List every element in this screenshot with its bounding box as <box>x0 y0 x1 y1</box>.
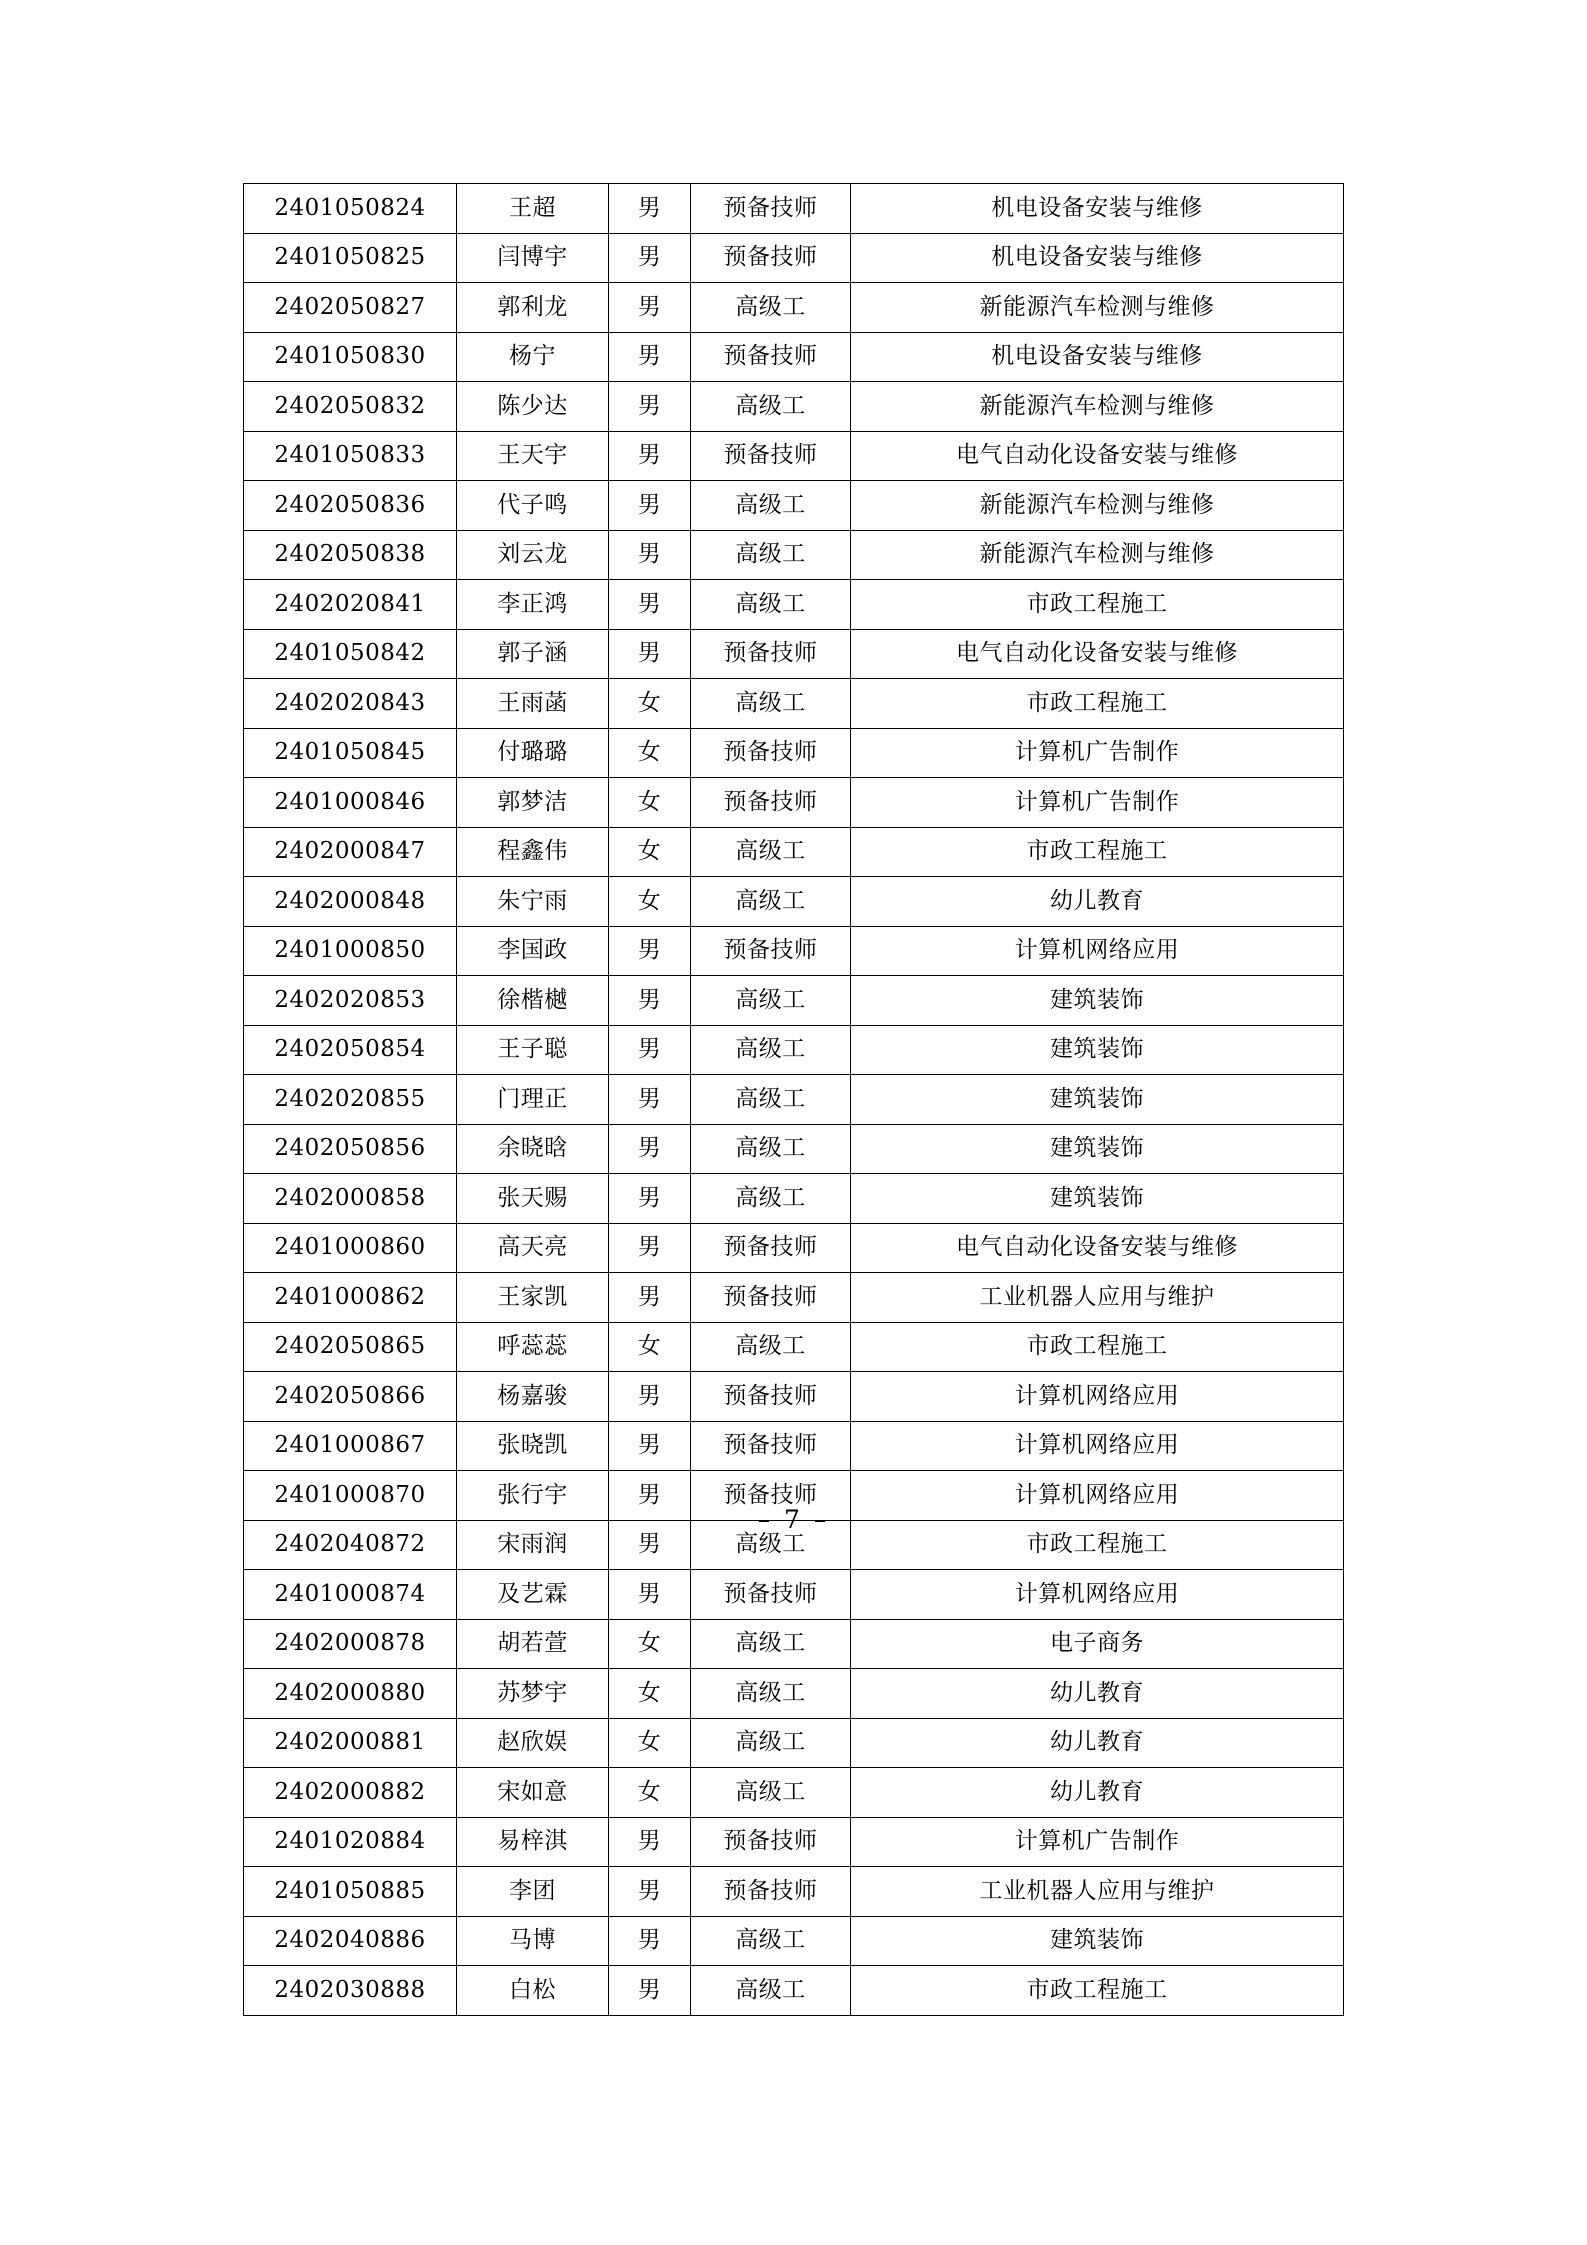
cell-exam-number: 2402000858 <box>244 1174 457 1224</box>
cell-major: 计算机广告制作 <box>851 1817 1344 1867</box>
cell-major: 市政工程施工 <box>851 1520 1344 1570</box>
cell-level: 预备技师 <box>691 1421 851 1471</box>
cell-exam-number: 2401050824 <box>244 184 457 234</box>
cell-name: 赵欣娱 <box>457 1718 609 1768</box>
cell-level: 预备技师 <box>691 431 851 481</box>
cell-gender: 男 <box>609 332 691 382</box>
cell-exam-number: 2402040886 <box>244 1916 457 1966</box>
table-row <box>244 778 1344 828</box>
cell-name: 张行宇 <box>457 1471 609 1521</box>
cell-name: 朱宁雨 <box>457 877 609 927</box>
cell-exam-number: 2402020855 <box>244 1075 457 1125</box>
cell-exam-number: 2402000848 <box>244 877 457 927</box>
cell-gender: 女 <box>609 1669 691 1719</box>
cell-major: 新能源汽车检测与维修 <box>851 283 1344 333</box>
cell-exam-number: 2402050854 <box>244 1025 457 1075</box>
cell-level: 预备技师 <box>691 778 851 828</box>
cell-major: 幼儿教育 <box>851 1669 1344 1719</box>
cell-name: 门理正 <box>457 1075 609 1125</box>
cell-gender: 女 <box>609 1619 691 1669</box>
cell-major: 计算机广告制作 <box>851 728 1344 778</box>
cell-level: 预备技师 <box>691 1273 851 1323</box>
cell-major: 市政工程施工 <box>851 580 1344 630</box>
cell-gender: 男 <box>609 184 691 234</box>
cell-name: 郭利龙 <box>457 283 609 333</box>
cell-name: 李团 <box>457 1867 609 1917</box>
cell-gender: 男 <box>609 1025 691 1075</box>
cell-level: 预备技师 <box>691 1817 851 1867</box>
cell-gender: 男 <box>609 530 691 580</box>
cell-level: 预备技师 <box>691 1867 851 1917</box>
cell-major: 幼儿教育 <box>851 1768 1344 1818</box>
cell-level: 预备技师 <box>691 1372 851 1422</box>
cell-major: 幼儿教育 <box>851 877 1344 927</box>
cell-exam-number: 2401000870 <box>244 1471 457 1521</box>
cell-name: 陈少达 <box>457 382 609 432</box>
table-row <box>244 1867 1344 1917</box>
cell-name: 余晓晗 <box>457 1124 609 1174</box>
cell-major: 建筑装饰 <box>851 976 1344 1026</box>
cell-gender: 男 <box>609 1273 691 1323</box>
cell-level: 高级工 <box>691 1520 851 1570</box>
cell-gender: 男 <box>609 1520 691 1570</box>
cell-exam-number: 2402000882 <box>244 1768 457 1818</box>
cell-major: 新能源汽车检测与维修 <box>851 530 1344 580</box>
cell-name: 徐楷樾 <box>457 976 609 1026</box>
cell-name: 宋雨润 <box>457 1520 609 1570</box>
table-row <box>244 1570 1344 1620</box>
cell-level: 高级工 <box>691 1124 851 1174</box>
cell-gender: 男 <box>609 1471 691 1521</box>
cell-name: 杨嘉骏 <box>457 1372 609 1422</box>
cell-major: 电子商务 <box>851 1619 1344 1669</box>
table-row <box>244 431 1344 481</box>
cell-major: 计算机网络应用 <box>851 1570 1344 1620</box>
cell-exam-number: 2401050845 <box>244 728 457 778</box>
cell-major: 机电设备安装与维修 <box>851 332 1344 382</box>
table-row <box>244 1273 1344 1323</box>
cell-major: 市政工程施工 <box>851 827 1344 877</box>
table-row <box>244 1124 1344 1174</box>
table-row <box>244 1075 1344 1125</box>
cell-exam-number: 2402000881 <box>244 1718 457 1768</box>
cell-major: 工业机器人应用与维护 <box>851 1273 1344 1323</box>
table-row <box>244 1768 1344 1818</box>
cell-level: 高级工 <box>691 1718 851 1768</box>
cell-level: 预备技师 <box>691 233 851 283</box>
cell-exam-number: 2402040872 <box>244 1520 457 1570</box>
cell-gender: 男 <box>609 1223 691 1273</box>
cell-exam-number: 2402000880 <box>244 1669 457 1719</box>
cell-gender: 男 <box>609 629 691 679</box>
table-row <box>244 233 1344 283</box>
table-row <box>244 283 1344 333</box>
cell-name: 程鑫伟 <box>457 827 609 877</box>
cell-name: 王子聪 <box>457 1025 609 1075</box>
cell-name: 胡若萱 <box>457 1619 609 1669</box>
cell-name: 付璐璐 <box>457 728 609 778</box>
cell-gender: 女 <box>609 1768 691 1818</box>
cell-name: 张天赐 <box>457 1174 609 1224</box>
table-row <box>244 679 1344 729</box>
cell-level: 高级工 <box>691 580 851 630</box>
cell-exam-number: 2401000874 <box>244 1570 457 1620</box>
table-row <box>244 1817 1344 1867</box>
cell-major: 计算机网络应用 <box>851 926 1344 976</box>
cell-name: 马博 <box>457 1916 609 1966</box>
table-row <box>244 1619 1344 1669</box>
cell-exam-number: 2402050832 <box>244 382 457 432</box>
cell-gender: 男 <box>609 976 691 1026</box>
cell-level: 预备技师 <box>691 1223 851 1273</box>
cell-name: 苏梦宇 <box>457 1669 609 1719</box>
cell-exam-number: 2401000846 <box>244 778 457 828</box>
cell-level: 高级工 <box>691 481 851 531</box>
cell-level: 高级工 <box>691 827 851 877</box>
cell-level: 高级工 <box>691 1768 851 1818</box>
cell-exam-number: 2402050865 <box>244 1322 457 1372</box>
cell-exam-number: 2401000860 <box>244 1223 457 1273</box>
cell-major: 新能源汽车检测与维修 <box>851 481 1344 531</box>
cell-gender: 女 <box>609 877 691 927</box>
cell-major: 电气自动化设备安装与维修 <box>851 629 1344 679</box>
cell-gender: 女 <box>609 728 691 778</box>
cell-major: 市政工程施工 <box>851 1322 1344 1372</box>
table-row <box>244 1025 1344 1075</box>
cell-level: 预备技师 <box>691 926 851 976</box>
cell-gender: 女 <box>609 827 691 877</box>
table-row <box>244 976 1344 1026</box>
cell-level: 预备技师 <box>691 1471 851 1521</box>
cell-name: 郭梦洁 <box>457 778 609 828</box>
roster-table-container <box>243 183 1343 2016</box>
cell-level: 高级工 <box>691 1174 851 1224</box>
cell-level: 高级工 <box>691 1916 851 1966</box>
cell-exam-number: 2401020884 <box>244 1817 457 1867</box>
cell-major: 机电设备安装与维修 <box>851 233 1344 283</box>
cell-name: 呼蕊蕊 <box>457 1322 609 1372</box>
cell-level: 高级工 <box>691 1075 851 1125</box>
table-row <box>244 926 1344 976</box>
cell-major: 工业机器人应用与维护 <box>851 1867 1344 1917</box>
cell-exam-number: 2401050885 <box>244 1867 457 1917</box>
cell-gender: 女 <box>609 778 691 828</box>
cell-exam-number: 2401050825 <box>244 233 457 283</box>
table-row <box>244 332 1344 382</box>
cell-gender: 男 <box>609 1372 691 1422</box>
cell-level: 高级工 <box>691 679 851 729</box>
cell-level: 高级工 <box>691 1025 851 1075</box>
table-row <box>244 184 1344 234</box>
cell-exam-number: 2402050836 <box>244 481 457 531</box>
cell-level: 高级工 <box>691 1619 851 1669</box>
cell-name: 张晓凯 <box>457 1421 609 1471</box>
table-row <box>244 1372 1344 1422</box>
cell-major: 幼儿教育 <box>851 1718 1344 1768</box>
cell-major: 建筑装饰 <box>851 1075 1344 1125</box>
cell-exam-number: 2402050856 <box>244 1124 457 1174</box>
cell-major: 电气自动化设备安装与维修 <box>851 1223 1344 1273</box>
cell-level: 高级工 <box>691 1669 851 1719</box>
cell-name: 高天亮 <box>457 1223 609 1273</box>
cell-name: 白松 <box>457 1966 609 2016</box>
cell-level: 高级工 <box>691 283 851 333</box>
table-row <box>244 1966 1344 2016</box>
cell-name: 宋如意 <box>457 1768 609 1818</box>
cell-major: 建筑装饰 <box>851 1174 1344 1224</box>
cell-exam-number: 2402020841 <box>244 580 457 630</box>
table-row <box>244 728 1344 778</box>
cell-gender: 女 <box>609 1718 691 1768</box>
cell-name: 王天宇 <box>457 431 609 481</box>
table-row <box>244 580 1344 630</box>
table-row <box>244 1718 1344 1768</box>
cell-major: 计算机网络应用 <box>851 1471 1344 1521</box>
cell-name: 王超 <box>457 184 609 234</box>
table-row <box>244 877 1344 927</box>
cell-name: 李正鸿 <box>457 580 609 630</box>
cell-gender: 男 <box>609 926 691 976</box>
table-row <box>244 1174 1344 1224</box>
cell-gender: 男 <box>609 1570 691 1620</box>
cell-level: 预备技师 <box>691 184 851 234</box>
cell-major: 新能源汽车检测与维修 <box>851 382 1344 432</box>
cell-gender: 男 <box>609 283 691 333</box>
cell-level: 预备技师 <box>691 629 851 679</box>
cell-level: 预备技师 <box>691 332 851 382</box>
cell-level: 高级工 <box>691 1966 851 2016</box>
cell-name: 王雨菡 <box>457 679 609 729</box>
cell-exam-number: 2401050830 <box>244 332 457 382</box>
cell-gender: 男 <box>609 1075 691 1125</box>
cell-name: 刘云龙 <box>457 530 609 580</box>
table-row <box>244 382 1344 432</box>
cell-exam-number: 2402020843 <box>244 679 457 729</box>
candidate-roster-table <box>243 183 1344 2016</box>
cell-major: 电气自动化设备安装与维修 <box>851 431 1344 481</box>
page-number: – 7 – <box>757 1505 830 1534</box>
cell-name: 杨宁 <box>457 332 609 382</box>
cell-exam-number: 2402050827 <box>244 283 457 333</box>
cell-level: 高级工 <box>691 877 851 927</box>
cell-gender: 男 <box>609 1916 691 1966</box>
cell-major: 计算机网络应用 <box>851 1421 1344 1471</box>
cell-major: 市政工程施工 <box>851 679 1344 729</box>
cell-gender: 女 <box>609 1322 691 1372</box>
cell-exam-number: 2401050842 <box>244 629 457 679</box>
cell-exam-number: 2402000878 <box>244 1619 457 1669</box>
cell-exam-number: 2401000850 <box>244 926 457 976</box>
cell-major: 计算机网络应用 <box>851 1372 1344 1422</box>
cell-gender: 男 <box>609 1174 691 1224</box>
table-row <box>244 1223 1344 1273</box>
cell-gender: 男 <box>609 431 691 481</box>
cell-name: 易梓淇 <box>457 1817 609 1867</box>
cell-exam-number: 2402000847 <box>244 827 457 877</box>
cell-major: 市政工程施工 <box>851 1966 1344 2016</box>
table-row <box>244 1669 1344 1719</box>
table-row <box>244 481 1344 531</box>
roster-table-body <box>244 184 1344 2016</box>
cell-major: 机电设备安装与维修 <box>851 184 1344 234</box>
cell-gender: 女 <box>609 679 691 729</box>
table-row <box>244 1421 1344 1471</box>
cell-level: 预备技师 <box>691 728 851 778</box>
cell-level: 高级工 <box>691 1322 851 1372</box>
table-row <box>244 530 1344 580</box>
table-row <box>244 827 1344 877</box>
cell-name: 代子鸣 <box>457 481 609 531</box>
cell-major: 建筑装饰 <box>851 1916 1344 1966</box>
cell-gender: 男 <box>609 1867 691 1917</box>
cell-exam-number: 2402030888 <box>244 1966 457 2016</box>
cell-exam-number: 2401000867 <box>244 1421 457 1471</box>
cell-name: 及艺霖 <box>457 1570 609 1620</box>
table-row <box>244 1916 1344 1966</box>
cell-major: 建筑装饰 <box>851 1025 1344 1075</box>
cell-level: 高级工 <box>691 530 851 580</box>
cell-exam-number: 2402020853 <box>244 976 457 1026</box>
cell-gender: 男 <box>609 233 691 283</box>
cell-gender: 男 <box>609 1817 691 1867</box>
cell-level: 预备技师 <box>691 1570 851 1620</box>
cell-gender: 男 <box>609 1421 691 1471</box>
cell-exam-number: 2402050866 <box>244 1372 457 1422</box>
cell-name: 闫博宇 <box>457 233 609 283</box>
cell-exam-number: 2402050838 <box>244 530 457 580</box>
cell-major: 建筑装饰 <box>851 1124 1344 1174</box>
cell-major: 计算机广告制作 <box>851 778 1344 828</box>
cell-gender: 男 <box>609 382 691 432</box>
table-row <box>244 629 1344 679</box>
cell-name: 李国政 <box>457 926 609 976</box>
cell-level: 高级工 <box>691 976 851 1026</box>
cell-exam-number: 2401000862 <box>244 1273 457 1323</box>
table-row <box>244 1322 1344 1372</box>
cell-exam-number: 2401050833 <box>244 431 457 481</box>
cell-gender: 男 <box>609 1966 691 2016</box>
cell-level: 高级工 <box>691 382 851 432</box>
cell-name: 郭子涵 <box>457 629 609 679</box>
cell-name: 王家凯 <box>457 1273 609 1323</box>
cell-gender: 男 <box>609 1124 691 1174</box>
cell-gender: 男 <box>609 580 691 630</box>
cell-gender: 男 <box>609 481 691 531</box>
